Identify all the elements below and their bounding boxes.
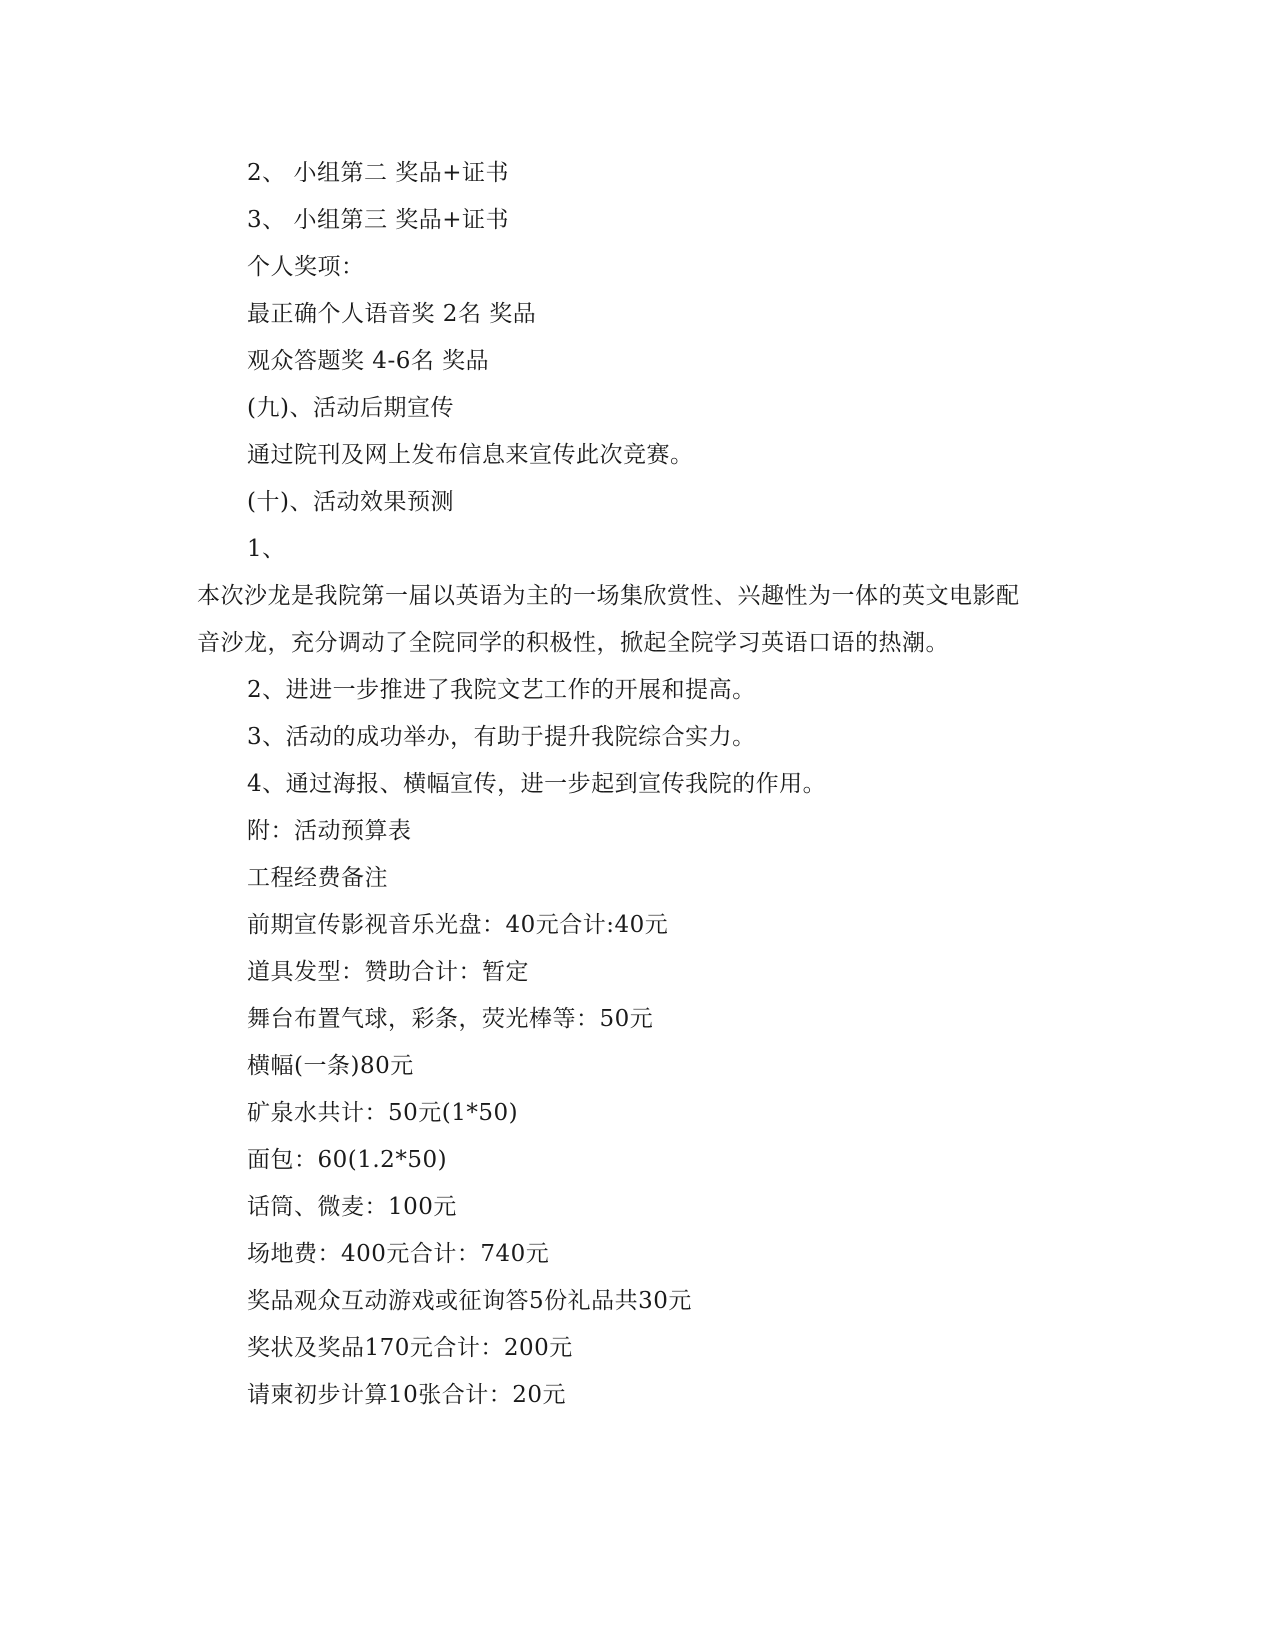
budget-line: 请柬初步计算10张合计：20元 [247, 1382, 567, 1408]
budget-line: 道具发型：赞助合计：暂定 [247, 959, 529, 985]
budget-line: 奖状及奖品170元合计：200元 [247, 1335, 573, 1361]
section-heading: (十)、活动效果预测 [247, 489, 454, 515]
text-line: 2、进进一步推进了我院文艺工作的开展和提高。 [247, 677, 756, 703]
budget-line: 场地费：400元合计：740元 [247, 1241, 550, 1267]
text-line: 本次沙龙是我院第一届以英语为主的一场集欣赏性、兴趣性为一体的英文电影配 [197, 583, 1020, 609]
text-line: 通过院刊及网上发布信息来宣传此次竞赛。 [247, 442, 694, 468]
text-line: 2、 小组第二 奖品+证书 [247, 160, 510, 186]
text-line: 音沙龙，充分调动了全院同学的积极性，掀起全院学习英语口语的热潮。 [197, 630, 949, 656]
text-line: 3、活动的成功举办，有助于提升我院综合实力。 [247, 724, 756, 750]
text-line: 1、 [247, 536, 286, 562]
text-line: 3、 小组第三 奖品+证书 [247, 207, 510, 233]
budget-line: 矿泉水共计：50元(1*50) [247, 1100, 519, 1126]
budget-line: 面包：60(1.2*50) [247, 1147, 448, 1173]
section-heading: (九)、活动后期宣传 [247, 395, 454, 421]
text-line: 最正确个人语音奖 2名 奖品 [247, 301, 537, 327]
budget-line: 舞台布置气球，彩条，荧光棒等：50元 [247, 1006, 654, 1032]
budget-line: 横幅(一条)80元 [247, 1053, 414, 1079]
text-line: 4、通过海报、横幅宣传，进一步起到宣传我院的作用。 [247, 771, 827, 797]
text-line: 个人奖项： [247, 254, 365, 280]
budget-line: 前期宣传影视音乐光盘：40元合计:40元 [247, 912, 669, 938]
text-line: 附：活动预算表 [247, 818, 412, 844]
text-line: 观众答题奖 4-6名 奖品 [247, 348, 490, 374]
text-line: 工程经费备注 [247, 865, 388, 891]
budget-line: 话筒、微麦：100元 [247, 1194, 457, 1220]
budget-line: 奖品观众互动游戏或征询答5份礼品共30元 [247, 1288, 692, 1314]
